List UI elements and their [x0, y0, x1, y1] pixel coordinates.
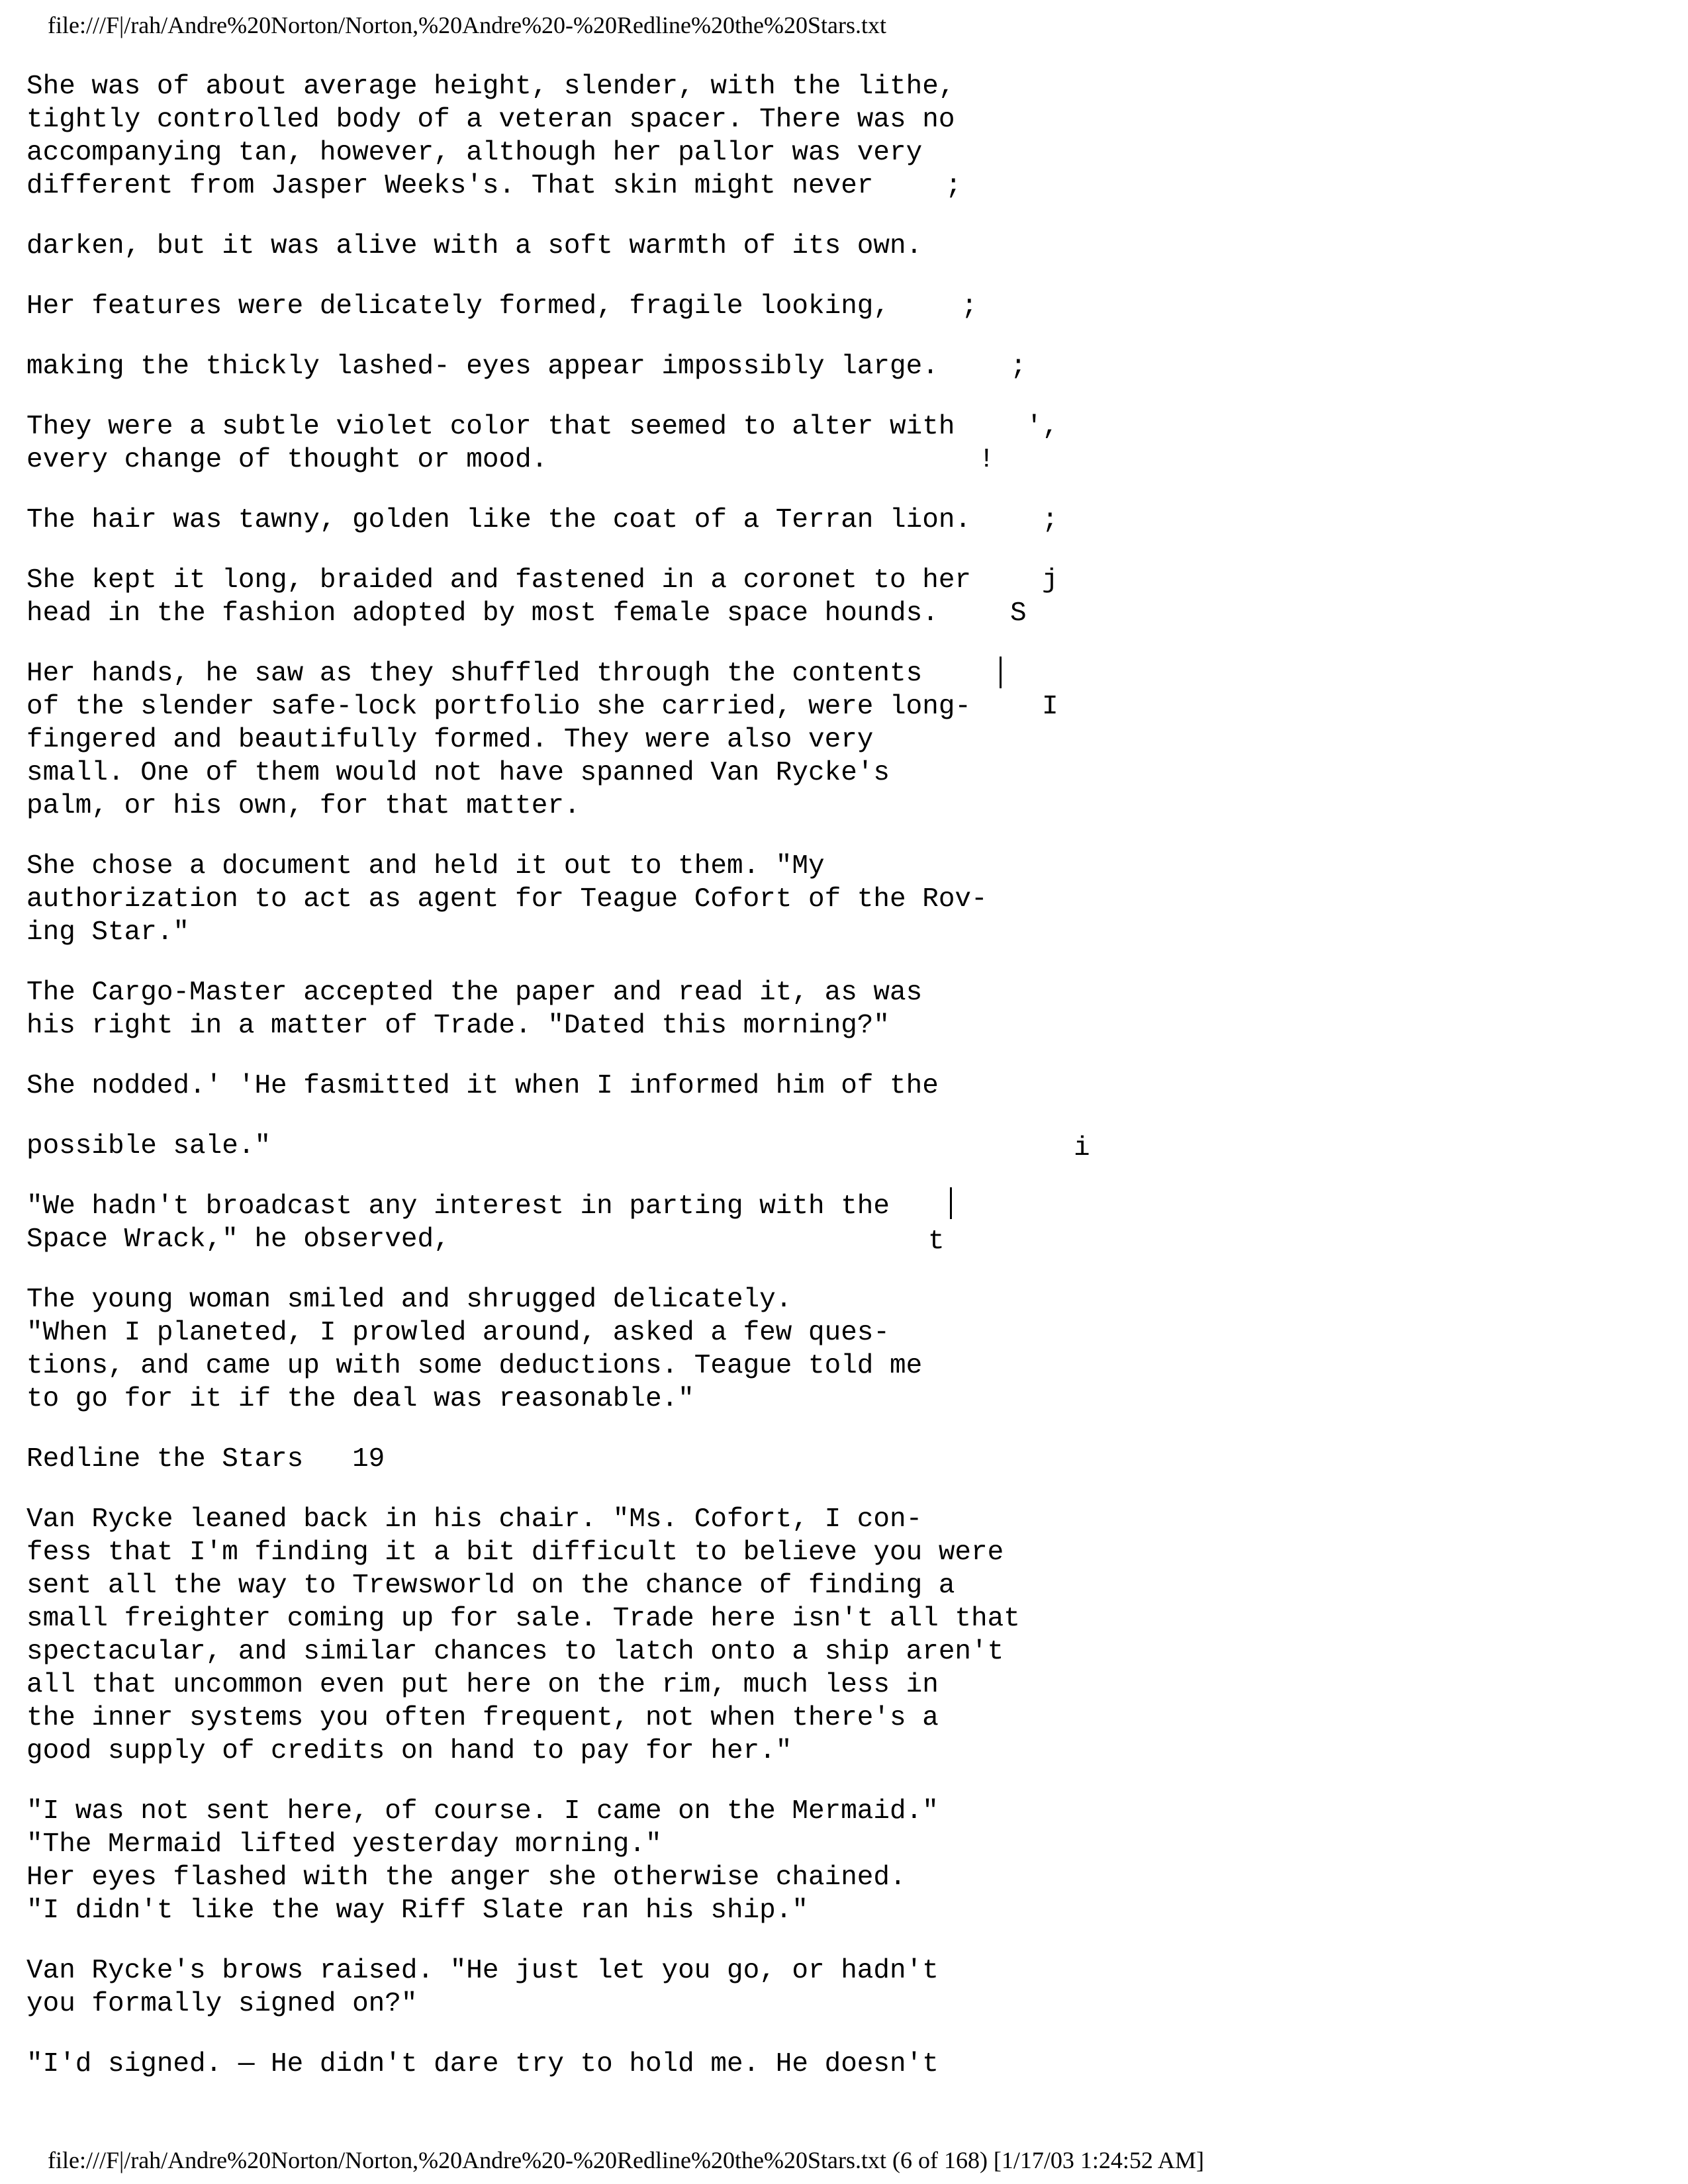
text-line: Redline the Stars 19: [26, 1444, 385, 1475]
margin-mark: ;: [1042, 505, 1058, 535]
text-line: They were a subtle violet color that seemed to alter with: [26, 412, 955, 442]
paragraph: [26, 1130, 1020, 1163]
text-line: palm, or his own, for that matter.: [26, 791, 581, 821]
paragraph: [26, 1954, 1020, 2021]
paragraph: [26, 657, 1020, 823]
page-header-url: file:///F|/rah/Andre%20Norton/Norton,%20Andre%20-%20Redline%20the%20Stars.txt: [48, 12, 886, 38]
text-line: "I was not sent here, of course. I came on the Mermaid.": [26, 1796, 939, 1827]
text-line: "I'd signed. — He didn't dare try to hold me. He doesn't: [26, 2049, 939, 2079]
paragraph: [26, 1190, 1020, 1256]
paragraph: [26, 350, 1020, 383]
text-line: small. One of them would not have spanned Van Rycke's: [26, 758, 890, 788]
margin-mark: ;: [945, 171, 962, 201]
text-line: tions, and came up with some deductions. Teague told me: [26, 1351, 923, 1381]
text-line: possible sale.": [26, 1131, 271, 1161]
text-line: of the slender safe-lock portfolio she carried, were long-: [26, 692, 972, 722]
paragraph: [26, 290, 1020, 323]
paragraph: [26, 230, 1020, 263]
text-line: Van Rycke leaned back in his chair. "Ms. Cofort, I con-: [26, 1504, 923, 1535]
text-line: different from Jasper Weeks's. That skin might never: [26, 171, 874, 201]
text-line: Space Wrack," he observed,: [26, 1224, 450, 1255]
text-line: "We hadn't broadcast any interest in parting with the: [26, 1191, 890, 1222]
text-line: spectacular, and similar chances to latch onto a ship aren't: [26, 1637, 1004, 1667]
paragraph: [26, 504, 1020, 537]
text-line: Van Rycke's brows raised. "He just let you go, or hadn't: [26, 1956, 939, 1986]
margin-mark: ',: [1026, 412, 1059, 442]
text-line: Her hands, he saw as they shuffled through the contents: [26, 659, 923, 689]
text-line: "I didn't like the way Riff Slate ran his ship.": [26, 1895, 808, 1926]
text-line: small freighter coming up for sale. Trade here isn't all that: [26, 1604, 1020, 1634]
text-line: sent all the way to Trewsworld on the chance of finding a: [26, 1570, 955, 1601]
text-line: accompanying tan, however, although her pallor was very: [26, 138, 923, 168]
paragraph: [26, 976, 1020, 1042]
text-line: "The Mermaid lifted yesterday morning.": [26, 1829, 662, 1860]
paragraph: [26, 1503, 1020, 1768]
text-line: The young woman smiled and shrugged delicately.: [26, 1285, 792, 1315]
margin-mark: !: [978, 445, 995, 475]
margin-mark: S: [1010, 598, 1027, 629]
paragraph: [26, 2048, 1020, 2081]
text-line: The hair was tawny, golden like the coat of a Terran lion.: [26, 505, 972, 535]
margin-mark: I: [1042, 692, 1058, 722]
text-line: Her eyes flashed with the anger she otherwise chained.: [26, 1862, 906, 1893]
text-line: ing Star.": [26, 917, 190, 948]
text-line: fingered and beautifully formed. They were also very: [26, 725, 874, 755]
text-line: She was of about average height, slender, with the lithe,: [26, 71, 955, 102]
margin-mark: ;: [1010, 351, 1027, 382]
margin-mark: ;: [961, 291, 978, 322]
paragraph: [26, 70, 1020, 203]
paragraph: [26, 1069, 1020, 1103]
text-line: every change of thought or mood.: [26, 445, 548, 475]
text-line: his right in a matter of Trade. "Dated this morning?": [26, 1011, 890, 1041]
text-line: to go for it if the deal was reasonable.": [26, 1384, 694, 1414]
text-line: The Cargo-Master accepted the paper and read it, as was: [26, 978, 923, 1008]
paragraph: [26, 1795, 1020, 1927]
margin-mark: i: [1074, 1133, 1090, 1163]
text-line: She nodded.' 'He fasmitted it when I informed him of the: [26, 1071, 939, 1101]
margin-bar: [950, 1187, 952, 1219]
text-line: Her features were delicately formed, fragile looking,: [26, 291, 890, 322]
text-line: all that uncommon even put here on the rim, much less in: [26, 1670, 939, 1700]
paragraph: [26, 410, 1020, 477]
text-line: She kept it long, braided and fastened in a coronet to her: [26, 565, 972, 596]
text-line: the inner systems you often frequent, not when there's a: [26, 1703, 939, 1733]
text-line: head in the fashion adopted by most female space hounds.: [26, 598, 939, 629]
margin-mark: j: [1042, 565, 1058, 596]
page-footer-url: file:///F|/rah/Andre%20Norton/Norton,%20Andre%20-%20Redline%20the%20Stars.txt (6 of 168) [1/17/03 1:24:52 AM]: [48, 2147, 1204, 2173]
text-line: you formally signed on?": [26, 1989, 418, 2019]
margin-mark: t: [928, 1226, 945, 1257]
paragraph: [26, 850, 1020, 949]
paragraph: [26, 564, 1020, 630]
text-line: authorization to act as agent for Teague Cofort of the Rov-: [26, 884, 988, 915]
text-line: "When I planeted, I prowled around, asked a few ques-: [26, 1318, 890, 1348]
margin-bar: [1000, 657, 1002, 688]
paragraph: [26, 1443, 1020, 1476]
document-body: [26, 70, 1020, 2108]
text-line: making the thickly lashed- eyes appear impossibly large.: [26, 351, 939, 382]
text-line: fess that I'm finding it a bit difficult to believe you were: [26, 1537, 1004, 1568]
text-line: good supply of credits on hand to pay for her.": [26, 1736, 792, 1766]
paragraph: [26, 1283, 1020, 1416]
text-line: tightly controlled body of a veteran spacer. There was no: [26, 105, 955, 135]
text-line: She chose a document and held it out to them. "My: [26, 851, 825, 882]
text-line: darken, but it was alive with a soft warmth of its own.: [26, 231, 923, 261]
